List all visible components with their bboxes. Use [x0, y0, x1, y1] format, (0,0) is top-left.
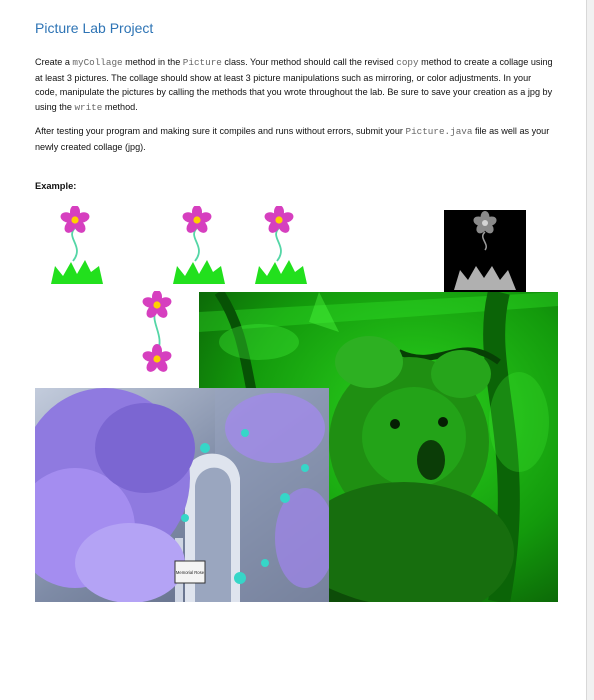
grayscale-flower-picture	[444, 210, 526, 292]
code-mycollage: myCollage	[72, 57, 123, 68]
mirrored-flower-picture	[140, 291, 174, 373]
para1-text-3: class. Your method should call the revised	[221, 57, 397, 67]
code-copy: copy	[396, 57, 419, 68]
example-label: Example:	[35, 181, 77, 191]
code-write: write	[74, 101, 103, 113]
code-picture: Picture	[182, 57, 222, 68]
page-title: Picture Lab Project	[35, 20, 154, 36]
para1-text-2: method in the	[122, 57, 183, 67]
instructions-paragraph	[35, 55, 555, 115]
flower-picture	[167, 206, 229, 292]
para1-text-5: method.	[102, 101, 138, 112]
submission-paragraph	[35, 124, 555, 154]
code-picture-java: Picture.java	[405, 126, 473, 137]
para1-text-1: Create a	[35, 57, 73, 67]
page-edge	[586, 0, 594, 700]
flower-picture	[249, 206, 311, 292]
para1-text-4: method to create a collage using at least 3 pictures. The collage should show at least 3 picture manipulations such as mirroring, or color adjustments. In your code, manipulate the pictures by calling the methods that you wrote throughout the lab. Be sure to save your creation as a jpg by using the	[35, 57, 553, 112]
color-inverted-tree-picture	[35, 388, 329, 602]
flower-picture	[45, 206, 107, 292]
para2-text-2: file as well as your newly created collage (jpg).	[35, 126, 550, 152]
para2-text-1: After testing your program and making sure it compiles and runs without errors, submit your	[35, 126, 406, 136]
sign-text: Memorial Rose	[175, 570, 205, 575]
